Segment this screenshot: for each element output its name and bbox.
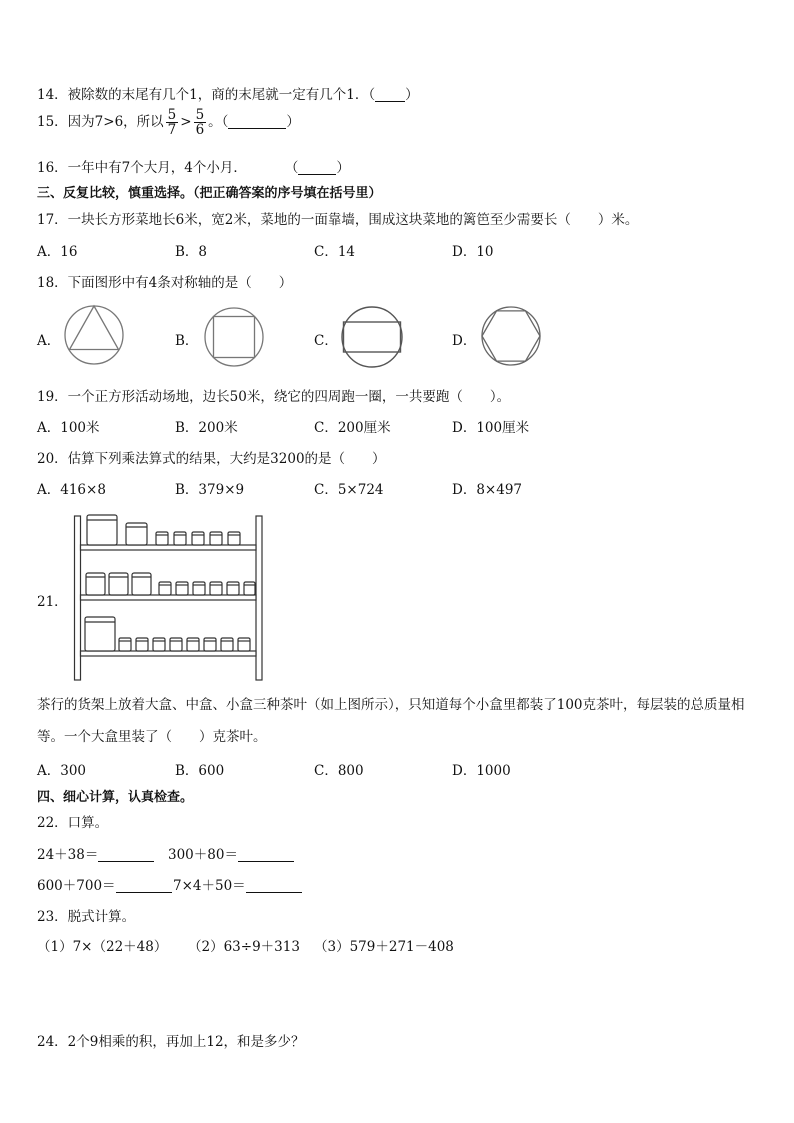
option-a[interactable]: A．300	[37, 763, 87, 779]
answer-blank[interactable]	[375, 87, 405, 102]
calc-item-1: （1）7×（22＋48）	[37, 939, 168, 955]
option-c[interactable]: C．5×724	[314, 482, 384, 498]
calc-item-3: （3）579＋271－408	[314, 939, 454, 955]
option-c[interactable]: C．800	[314, 763, 364, 779]
option-b[interactable]: B．8	[175, 244, 208, 260]
option-d[interactable]: D．	[452, 333, 477, 349]
circle-triangle-figure	[62, 303, 126, 367]
oral-calc-item: 600＋700＝	[37, 874, 172, 894]
section-3-heading: 三、反复比较，慎重选择。（把正确答案的序号填在括号里）	[37, 186, 382, 201]
section-4-heading: 四、细心计算，认真检查。	[37, 790, 194, 805]
option-a[interactable]: A．	[37, 333, 61, 349]
option-d[interactable]: D．1000	[452, 763, 511, 779]
option-c[interactable]: C．	[314, 333, 338, 349]
question-21-text: 茶行的货架上放着大盒、中盒、小盒三种茶叶（如上图所示），只知道每个小盒里都装了100克茶叶，每层装的总质量相等。一个大盒里装了（ ）克茶叶。	[37, 697, 745, 745]
oral-calc-item: 300＋80＝	[168, 843, 294, 863]
option-a[interactable]: A．416×8	[37, 482, 106, 498]
oral-calc-item: 7×4＋50＝	[173, 874, 302, 894]
question-24: 24．2个9相乘的积，再加上12，和是多少？	[37, 1034, 305, 1050]
circle-rectangle-figure	[340, 305, 404, 369]
answer-blank[interactable]	[298, 160, 336, 175]
answer-blank[interactable]	[116, 878, 172, 893]
fraction-5-7: $\frac{5}{7}$	[167, 107, 177, 139]
circle-hexagon-figure	[478, 303, 544, 369]
answer-blank[interactable]	[228, 114, 286, 129]
answer-blank[interactable]	[98, 847, 154, 862]
question-23: 23．脱式计算。	[37, 909, 136, 925]
question-19: 19．一个正方形活动场地，边长50米，绕它的四周跑一圈，一共要跑（ ）。	[37, 389, 511, 405]
question-18: 18．下面图形中有4条对称轴的是（ ）	[37, 275, 293, 291]
circle-square-figure	[202, 305, 266, 369]
question-14: 14．被除数的末尾有几个1，商的末尾就一定有几个1．（ ）	[37, 87, 419, 103]
option-c[interactable]: C．200厘米	[314, 420, 391, 436]
option-d[interactable]: D．8×497	[452, 482, 522, 498]
question-22: 22．口算。	[37, 815, 109, 831]
option-a[interactable]: A．16	[37, 244, 78, 260]
calc-item-2: （2）63÷9＋313	[188, 939, 300, 955]
question-16: 16．一年中有7个大月，4个小月． （ ）	[37, 160, 350, 176]
option-b[interactable]: B．	[175, 333, 199, 349]
option-a[interactable]: A．100米	[37, 420, 100, 436]
option-b[interactable]: B．379×9	[175, 482, 245, 498]
answer-blank[interactable]	[238, 847, 294, 862]
option-b[interactable]: B．600	[175, 763, 225, 779]
question-20: 20．估算下列乘法算式的结果，大约是3200的是（ ）	[37, 451, 386, 467]
question-21-number: 21．	[37, 594, 68, 610]
option-c[interactable]: C．14	[314, 244, 356, 260]
option-d[interactable]: D．100厘米	[452, 420, 530, 436]
option-d[interactable]: D．10	[452, 244, 494, 260]
question-17: 17．一块长方形菜地长6米，宽2米，菜地的一面靠墙，围成这块菜地的篱笆至少需要长（ ）米。	[37, 212, 639, 228]
answer-blank[interactable]	[246, 878, 302, 893]
question-15: 15．因为7>6，所以 $\frac{5}{7}$ > $\frac{5}{6}$ 。（ ）	[37, 107, 300, 139]
tea-shelf-figure	[74, 507, 266, 681]
fraction-5-6: $\frac{5}{6}$	[195, 107, 205, 139]
option-b[interactable]: B．200米	[175, 420, 238, 436]
oral-calc-item: 24＋38＝	[37, 843, 154, 863]
